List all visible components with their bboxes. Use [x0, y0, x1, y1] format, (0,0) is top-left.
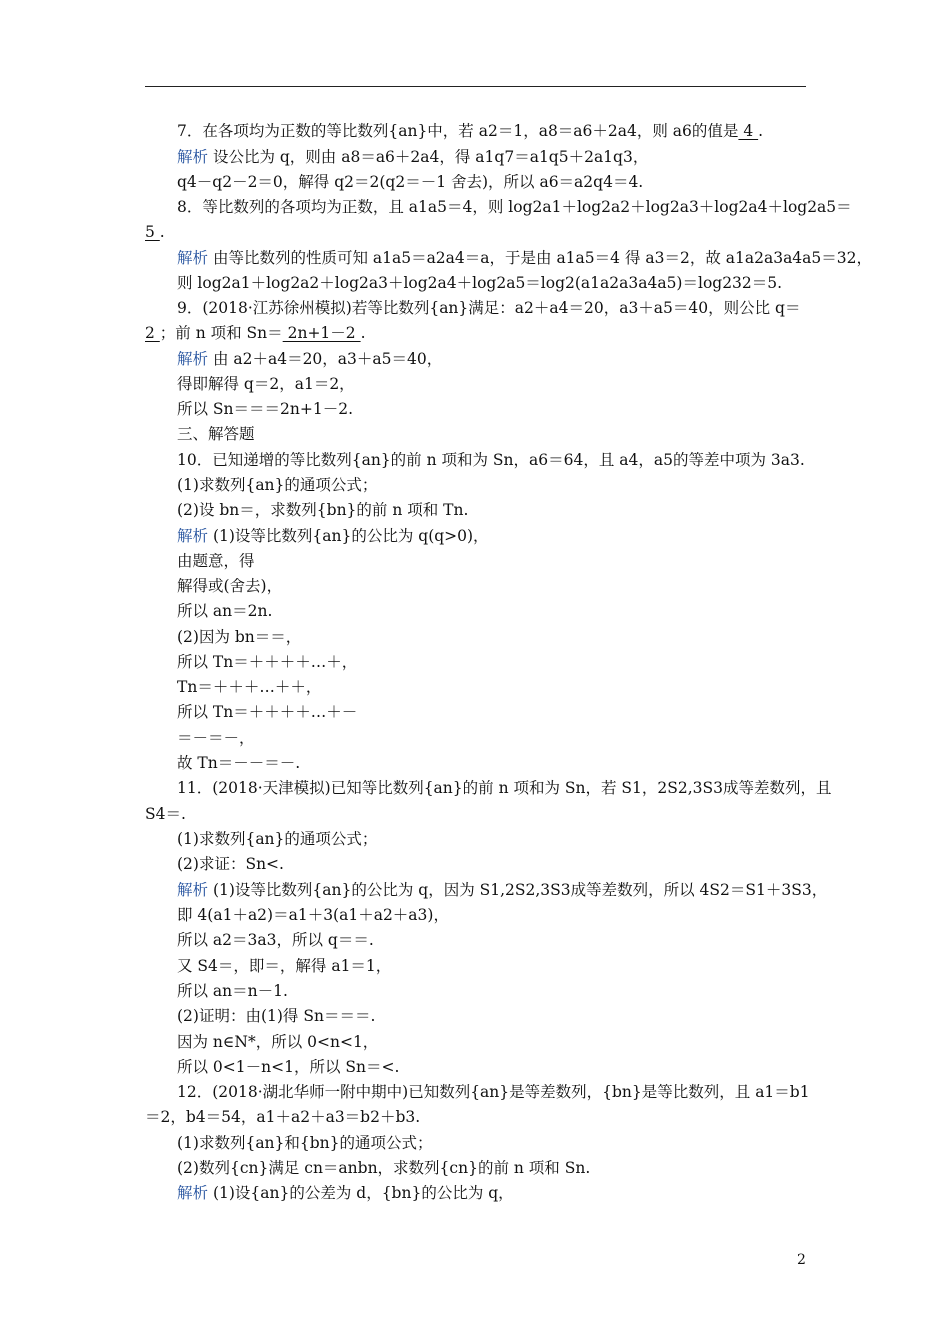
- line-text: (1)求数列{an}的通项公式；: [177, 476, 378, 494]
- text-line: [177, 652, 357, 672]
- text-line: [145, 222, 165, 242]
- text-line: [177, 248, 872, 268]
- line-text: ＝－＝－，: [177, 729, 255, 747]
- line-text: ；前 n 项和 Sn＝: [159, 324, 283, 342]
- text-line: [177, 728, 255, 748]
- line-text: S4＝.: [145, 805, 186, 823]
- line-text: 所以 Tn＝＋＋＋＋…＋，: [177, 653, 358, 671]
- line-text: (2)求证：Sn<.: [177, 855, 284, 873]
- text-line: [177, 1057, 399, 1077]
- text-line: [177, 753, 300, 773]
- line-text: (1)设等比数列{an}的公比为 q，因为 S1,2S2,3S3成等差数列，所以 4S2＝S1＋3S3，: [212, 881, 828, 899]
- line-text: ＝2，b4＝54，a1＋a2＋a3＝b2＋b3.: [145, 1108, 421, 1126]
- text-line: [145, 804, 186, 824]
- line-text: (2)设 bn＝，求数列{bn}的前 n 项和 Tn.: [177, 501, 469, 519]
- line-text: .: [360, 324, 366, 342]
- text-line: [145, 323, 366, 343]
- text-line: [177, 475, 377, 495]
- text-line: [145, 1107, 420, 1127]
- line-text: 则 log2a1＋log2a2＋log2a3＋log2a4＋log2a5＝log2(a1a2a3a4a5)＝log232＝5.: [177, 274, 783, 292]
- answer-blank: 5: [145, 223, 160, 241]
- text-line: [177, 702, 357, 722]
- analysis-label: 解析: [177, 1184, 213, 1202]
- line-text: (1)设等比数列{an}的公比为 q(q>0)，: [212, 527, 489, 545]
- text-line: [177, 551, 255, 571]
- text-line: [177, 1006, 375, 1026]
- text-line: [177, 576, 282, 596]
- line-text: 9．(2018·江苏徐州模拟)若等比数列{an}满足：a2＋a4＝20，a3＋a5＝40，则公比 q＝: [177, 299, 801, 317]
- line-text: 所以 a2＝3a3，所以 q＝＝.: [177, 931, 374, 949]
- line-text: .: [758, 122, 764, 140]
- analysis-label: 解析: [177, 249, 213, 267]
- text-line: [177, 197, 852, 217]
- line-text: 7．在各项均为正数的等比数列{an}中，若 a2＝1，a8＝a6＋2a4，则 a6的值是: [177, 122, 739, 140]
- text-line: [177, 349, 442, 369]
- text-line: [177, 399, 353, 419]
- text-line: [177, 526, 489, 546]
- line-text: 所以 0<1－n<1，所以 Sn＝<.: [177, 1058, 400, 1076]
- text-line: [177, 273, 782, 293]
- line-text: (2)数列{cn}满足 cn＝anbn，求数列{cn}的前 n 项和 Sn.: [177, 1159, 591, 1177]
- text-line: [177, 829, 377, 849]
- text-line: [177, 1133, 433, 1153]
- text-line: [177, 172, 643, 192]
- text-line: [177, 981, 288, 1001]
- line-text: 所以 an＝n－1.: [177, 982, 288, 1000]
- text-line: [177, 147, 648, 167]
- line-text: 得即解得 q＝2，a1＝2，: [177, 375, 355, 393]
- line-text: 12．(2018·湖北华师一附中期中)已知数列{an}是等差数列，{bn}是等比数列，且 a1＝b1: [177, 1083, 810, 1101]
- line-text: 由等比数列的性质可知 a1a5＝a2a4＝a，于是由 a1a5＝4 得 a3＝2，故 a1a2a3a4a5＝32，: [212, 249, 872, 267]
- text-line: [177, 627, 301, 647]
- text-line: [177, 374, 355, 394]
- line-text: 又 S4＝，即＝，解得 a1＝1，: [177, 957, 392, 975]
- analysis-label: 解析: [177, 881, 213, 899]
- text-line: [177, 601, 272, 621]
- line-text: 8．等比数列的各项均为正数，且 a1a5＝4，则 log2a1＋log2a2＋log2a3＋log2a4＋log2a5＝: [177, 198, 852, 216]
- text-line: [177, 880, 827, 900]
- page-number: 2: [797, 1252, 806, 1268]
- line-text: 由题意，得: [177, 552, 255, 570]
- analysis-label: 解析: [177, 148, 213, 166]
- line-text: q4－q2－2＝0，解得 q2＝2(q2＝－1 舍去)，所以 a6＝a2q4＝4.: [177, 173, 644, 191]
- text-line: [177, 905, 449, 925]
- line-text: 设公比为 q，则由 a8＝a6＋2a4，得 a1q7＝a1q5＋2a1q3，: [212, 148, 649, 166]
- line-text: 即 4(a1＋a2)＝a1＋3(a1＋a2＋a3)，: [177, 906, 449, 924]
- line-text: .: [159, 223, 165, 241]
- text-line: [177, 854, 284, 874]
- line-text: (1)设{an}的公差为 d，{bn}的公比为 q，: [212, 1184, 514, 1202]
- text-line: [177, 1032, 378, 1052]
- line-text: (2)因为 bn＝＝，: [177, 628, 302, 646]
- text-line: [177, 500, 468, 520]
- line-text: 由 a2＋a4＝20，a3＋a5＝40，: [212, 350, 443, 368]
- answer-blank: 2n+1－2: [282, 324, 361, 342]
- line-text: Tn＝＋＋＋…＋＋，: [177, 678, 322, 696]
- line-text: 故 Tn＝－－＝－.: [177, 754, 301, 772]
- line-text: 三、解答题: [177, 425, 255, 443]
- analysis-label: 解析: [177, 350, 213, 368]
- text-line: [177, 298, 800, 318]
- line-text: 所以 Sn＝＝＝2n+1－2.: [177, 400, 354, 418]
- line-text: (1)求数列{an}和{bn}的通项公式；: [177, 1134, 433, 1152]
- line-text: 因为 n∈N*，所以 0<n<1，: [177, 1033, 379, 1051]
- header-rule: [145, 86, 806, 87]
- text-line: [177, 121, 763, 141]
- line-text: (1)求数列{an}的通项公式；: [177, 830, 378, 848]
- text-line: [177, 1158, 590, 1178]
- line-text: 所以 an＝2n.: [177, 602, 273, 620]
- text-line: [177, 778, 832, 798]
- text-line: [177, 450, 805, 470]
- text-line: [177, 677, 321, 697]
- answer-blank: 4: [738, 122, 759, 140]
- text-line: [177, 1183, 514, 1203]
- text-line: [177, 424, 255, 444]
- line-text: 所以 Tn＝＋＋＋＋…＋－: [177, 703, 358, 721]
- answer-blank: 2: [145, 324, 160, 342]
- analysis-label: 解析: [177, 527, 213, 545]
- line-text: (2)证明：由(1)得 Sn＝＝＝.: [177, 1007, 376, 1025]
- text-line: [177, 1082, 810, 1102]
- line-text: 解得或(舍去)，: [177, 577, 283, 595]
- line-text: 11．(2018·天津模拟)已知等比数列{an}的前 n 项和为 Sn，若 S1，2S2,3S3成等差数列，且: [177, 779, 832, 797]
- text-line: [177, 930, 374, 950]
- line-text: 10．已知递增的等比数列{an}的前 n 项和为 Sn，a6＝64，且 a4，a5的等差中项为 3a3.: [177, 451, 805, 469]
- text-line: [177, 956, 391, 976]
